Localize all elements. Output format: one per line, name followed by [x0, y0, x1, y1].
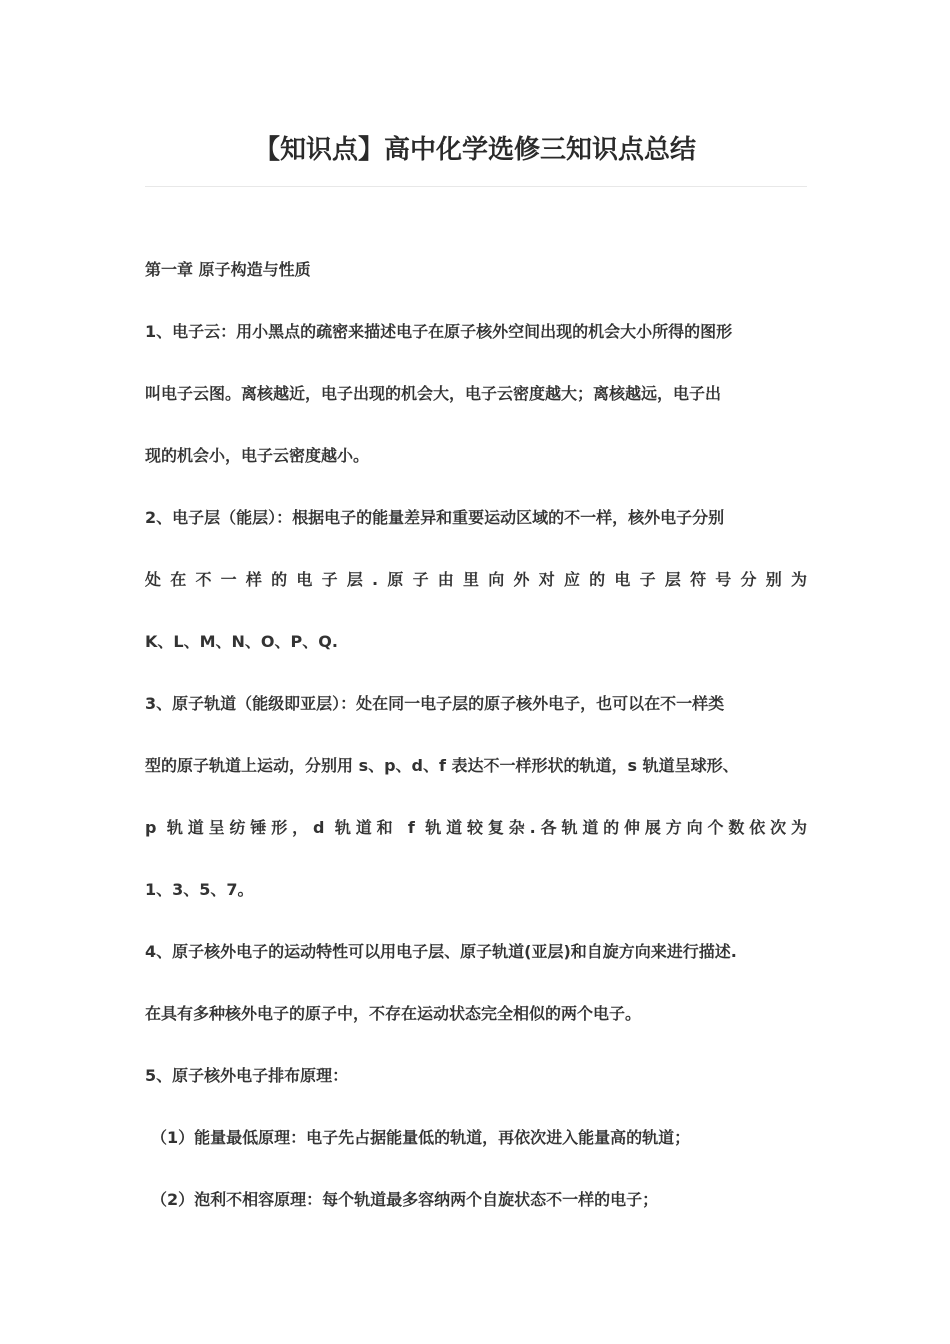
paragraph-line: 1、3、5、7。: [145, 880, 254, 899]
paragraph-line: 在具有多种核外电子的原子中，不存在运动状态完全相似的两个电子。: [145, 1004, 642, 1023]
paragraph-line: 1、电子云：用小黑点的疏密来描述电子在原子核外空间出现的机会大小所得的图形: [145, 322, 733, 341]
paragraph-line: 型的原子轨道上运动，分别用 s、p、d、f 表达不一样形状的轨道，s 轨道呈球形、: [145, 756, 739, 775]
paragraph-line: K、L、M、N、O、P、Q.: [145, 632, 338, 651]
paragraph-line: 3、原子轨道（能级即亚层）：处在同一电子层的原子核外电子，也可以在不一样类: [145, 694, 725, 713]
paragraph-line: 现的机会小，电子云密度越小。: [145, 446, 370, 465]
document-title: 【知识点】高中化学选修三知识点总结: [253, 135, 696, 165]
list-item: （1）能量最低原理：电子先占据能量低的轨道，再依次进入能量高的轨道；: [151, 1128, 691, 1147]
title-divider: [145, 186, 807, 187]
paragraph-line: 处在不一样的电子层.原子由里向外对应的电子层符号分别为: [145, 570, 807, 589]
document-body: [145, 253, 807, 1245]
list-item: （2）泡利不相容原理：每个轨道最多容纳两个自旋状态不一样的电子；: [151, 1190, 659, 1209]
paragraph-line: p 轨道呈纺锤形，d 轨道和 f 轨道较复杂.各轨道的伸展方向个数依次为: [145, 818, 807, 837]
paragraph-line: 叫电子云图。离核越近，电子出现的机会大，电子云密度越大；离核越远，电子出: [145, 384, 722, 403]
paragraph-line: 5、原子核外电子排布原理：: [145, 1066, 349, 1085]
paragraph-line: 4、原子核外电子的运动特性可以用电子层、原子轨道(亚层)和自旋方向来进行描述.: [145, 942, 737, 961]
chapter-heading: 第一章 原子构造与性质: [145, 260, 311, 279]
paragraph-line: 2、电子层（能层）：根据电子的能量差异和重要运动区域的不一样，核外电子分别: [145, 508, 725, 527]
